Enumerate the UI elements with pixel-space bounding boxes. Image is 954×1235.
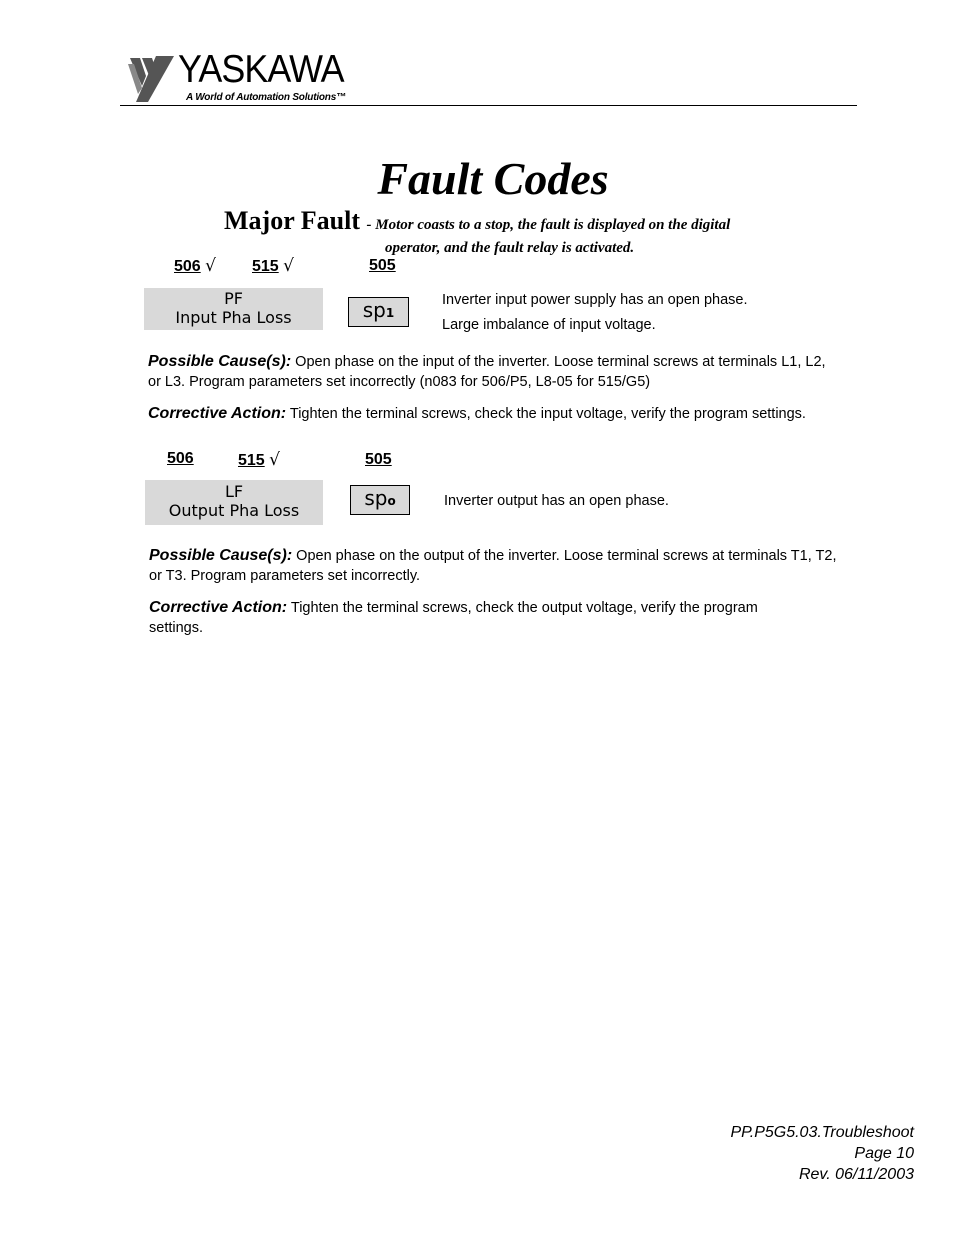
model-505 — [369, 257, 396, 275]
model-515 — [252, 256, 294, 276]
possible-causes — [148, 352, 838, 392]
document-id: PP.P5G5.03.Troubleshoot — [730, 1124, 914, 1141]
model-number: 515 — [238, 452, 265, 469]
operator-display — [144, 288, 323, 330]
section-description-line2: operator, and the fault relay is activated. — [385, 240, 635, 256]
possible-causes-label: Possible Cause(s): — [148, 353, 292, 370]
led-code-display — [348, 297, 409, 327]
check-mark: √ — [283, 256, 294, 276]
corrective-action-label: Corrective Action: — [149, 599, 288, 616]
model-506 — [174, 256, 216, 276]
display-message: Output Pha Loss — [168, 501, 300, 520]
corrective-action-label: Corrective Action: — [148, 405, 287, 422]
section-description-line1: - Motor coasts to a stop, the fault is displayed on the digital — [366, 217, 731, 233]
model-number: 506 — [167, 450, 194, 467]
corrective-action-text: Tighten the terminal screws, check the output voltage, verify the program settings. — [149, 600, 758, 636]
display-message: Input Pha Loss — [175, 308, 292, 327]
check-mark: √ — [269, 450, 280, 470]
fault-description: Large imbalance of input voltage. — [442, 317, 656, 333]
corrective-action — [148, 404, 838, 424]
corrective-action — [149, 598, 789, 638]
model-number: 515 — [252, 258, 279, 275]
page-footer — [730, 1122, 914, 1185]
display-code: PF — [224, 289, 243, 308]
corrective-action-text: Tighten the terminal screws, check the input voltage, verify the program settings. — [286, 406, 806, 422]
brand-tagline: A World of Automation Solutions™ — [186, 92, 346, 103]
page-number: Page 10 — [854, 1145, 914, 1162]
model-506 — [167, 450, 194, 468]
possible-causes-text: Open phase on the input of the inverter. Loose terminal screws at terminals L1, L2, or L3. Program parameters set incorrectly (n083 for 506/P5, L8-05 for 515/G5) — [148, 354, 826, 390]
led-code: sp — [362, 298, 386, 322]
fault-description: Inverter input power supply has an open phase. — [442, 292, 748, 308]
possible-causes — [149, 546, 839, 586]
led-code-sub: o — [387, 494, 396, 508]
header-divider — [120, 105, 857, 106]
revision-date: Rev. 06/11/2003 — [798, 1166, 914, 1183]
model-number: 506 — [174, 258, 201, 275]
display-code: LF — [224, 482, 244, 501]
section-heading-text: Major Fault — [224, 206, 360, 235]
led-code-sub: 1 — [385, 306, 395, 320]
page-title: Fault Codes — [377, 153, 609, 204]
model-number: 505 — [365, 451, 392, 468]
fault-description: Inverter output has an open phase. — [444, 493, 669, 509]
led-code: sp — [364, 486, 388, 510]
possible-causes-text: Open phase on the output of the inverter. Loose terminal screws at terminals T1, T2, or T3. Program parameters set incorrectly. — [149, 548, 837, 584]
operator-display — [145, 480, 323, 525]
yaskawa-logo-icon — [126, 52, 176, 104]
model-number: 505 — [369, 257, 396, 274]
model-505 — [365, 451, 392, 469]
model-515 — [238, 450, 280, 470]
check-mark: √ — [205, 256, 216, 276]
brand-name: YASKAWA — [178, 48, 344, 91]
possible-causes-label: Possible Cause(s): — [149, 547, 293, 564]
led-code-display — [350, 485, 410, 515]
section-heading — [224, 206, 730, 236]
